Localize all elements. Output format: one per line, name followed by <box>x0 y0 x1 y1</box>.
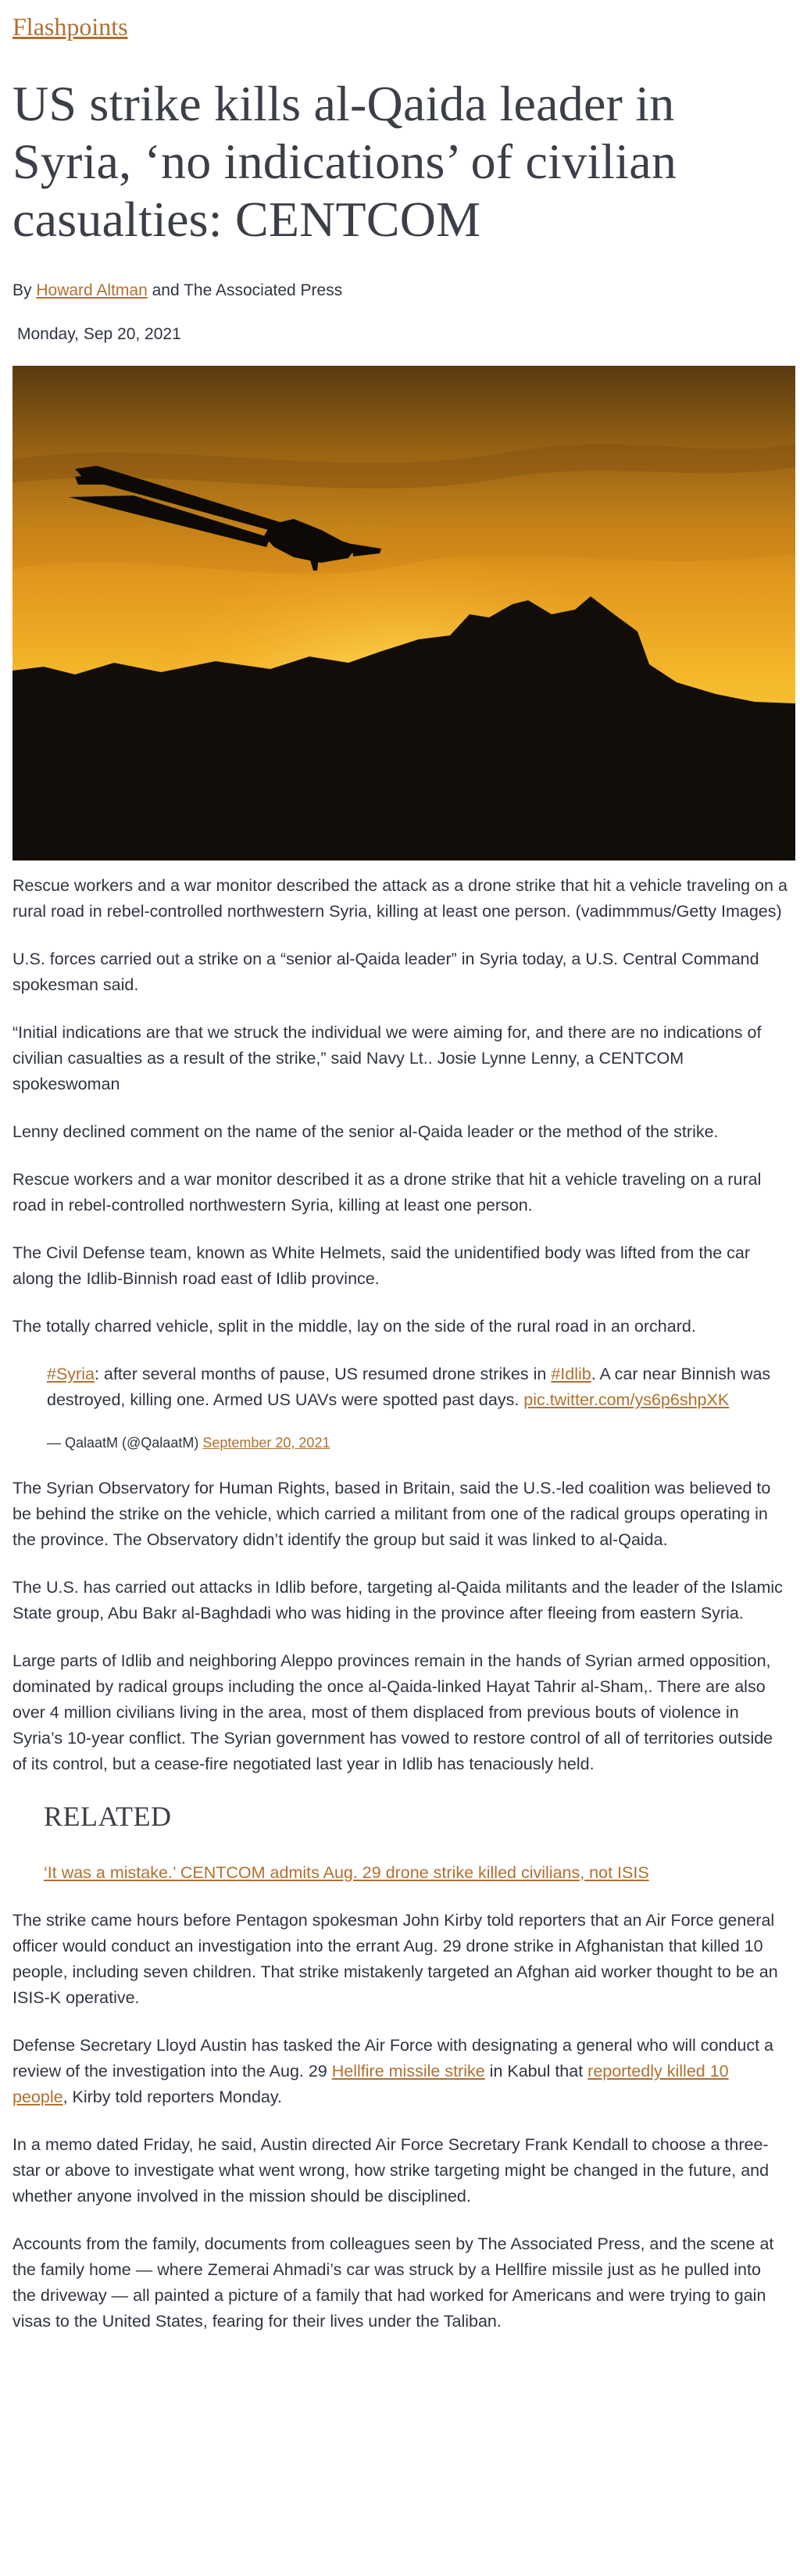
article-paragraph: Rescue workers and a war monitor described it as a drone strike that hit a vehicle traveling on a rural road in rebel-controlled northwestern Syria, killing at least one person. <box>12 1170 762 1215</box>
article-paragraph: The U.S. has carried out attacks in Idlib before, targeting al-Qaida militants and the leader of the Islamic State group, Abu Bakr al-Baghdadi who was hiding in the province after fleeing from eastern Syria. <box>12 1578 783 1623</box>
paragraph-text: , Kirby told reporters Monday. <box>62 2088 282 2106</box>
article-paragraph: The Civil Defense team, known as White Helmets, said the unidentified body was lifted from the car along the Idlib-Binnish road east of Idlib province. <box>12 1243 751 1288</box>
article-headline: US strike kills al-Qaida leader in Syria, ‘no indications’ of civilian casualties: CENTCOM <box>12 76 677 247</box>
article-paragraph: Large parts of Idlib and neighboring Aleppo provinces remain in the hands of Syrian armed opposition, dominated by radical groups including the once al-Qaida-linked Hayat Tahrir al-Sham,. There are also over 4 million civilians living in the area, most of them displaced from previous bouts of violence in Syria’s 10-year conflict. The Syrian government has vowed to restore control of all of territories outside of its control, but a cease-fire negotiated last year in Idlib has tenaciously held. <box>12 1651 773 1773</box>
embedded-tweet <box>47 1361 788 1452</box>
article-paragraph: “Initial indications are that we struck the individual we were aiming for, and there are no indications of civilian casualties as a result of the strike,” said Navy Lt.. Josie Lynne Lenny, a CENTCOM spokeswoman <box>12 1023 762 1093</box>
article-paragraph: Accounts from the family, documents from colleagues seen by The Associated Press, and the scene at the family home — where Zemerai Ahmadi’s car was struck by a Hellfire missile just as he pulled into the driveway — all painted a picture of a family that had worked for Americans and were trying to gain visas to the United States, fearing for their lives under the Taliban. <box>12 2234 774 2331</box>
related-article-link-container <box>44 1860 788 1886</box>
article-paragraph: The Syrian Observatory for Human Rights, based in Britain, said the U.S.-led coalition was believed to be behind the strike on the vehicle, which carried a militant from one of the radical groups operating in the province. The Observatory didn’t identify the group but said it was linked to al-Qaida. <box>12 1479 771 1549</box>
article-paragraph <box>12 2033 788 2110</box>
image-caption: Rescue workers and a war monitor described the attack as a drone strike that hit a vehicle traveling on a rural road in rebel-controlled northwestern Syria, killing at least one person. (vadimmmus/Getty Images) <box>12 876 788 921</box>
publish-date: Monday, Sep 20, 2021 <box>17 325 181 343</box>
tweet-date-link[interactable]: September 20, 2021 <box>202 1435 330 1451</box>
hellfire-strike-link[interactable]: Hellfire missile strike <box>331 2062 485 2080</box>
article-paragraph: The totally charred vehicle, split in the middle, lay on the side of the rural road in an orchard. <box>12 1317 696 1336</box>
tweet-author: — QalaatM (@QalaatM) <box>47 1435 199 1451</box>
tweet-hashtag-idlib[interactable]: #Idlib <box>551 1365 591 1383</box>
related-article-link[interactable]: ‘It was a mistake.’ CENTCOM admits Aug. 29 drone strike killed civilians, not ISIS <box>44 1863 649 1882</box>
byline-prefix: By <box>12 281 32 299</box>
article-paragraph: U.S. forces carried out a strike on a “senior al-Qaida leader” in Syria today, a U.S. Central Command spokesman said. <box>12 950 759 994</box>
tweet-text-part: . A car near Binnish was destroyed, killing one. Armed US UAVs were spotted past days. <box>47 1365 771 1409</box>
tweet-hashtag-syria[interactable]: #Syria <box>47 1365 95 1383</box>
drone-silhouette-image <box>12 366 795 860</box>
tweet-attribution <box>47 1433 788 1452</box>
reportedly-killed-link[interactable]: reportedly killed 10 people <box>12 2062 729 2106</box>
tweet-text-part: : after several months of pause, US resumed drone strikes in <box>94 1365 552 1383</box>
article-paragraph: The strike came hours before Pentagon spokesman John Kirby told reporters that an Air Force general officer would conduct an investigation into the errant Aug. 29 drone strike in Afghanistan that killed 10 people, including seven children. That strike mistakenly targeted an Afghan aid worker thought to be an ISIS-K operative. <box>12 1911 778 2007</box>
paragraph-text: in Kabul that <box>484 2062 588 2080</box>
section-link-flashpoints[interactable]: Flashpoints <box>12 13 128 41</box>
paragraph-text: Defense Secretary Lloyd Austin has tasked the Air Force with designating a general who will conduct a review of the investigation into the Aug. 29 <box>12 2036 774 2080</box>
article-paragraph: Lenny declined comment on the name of the senior al-Qaida leader or the method of the strike. <box>12 1122 719 1141</box>
tweet-media-link[interactable]: pic.twitter.com/ys6p6shpXK <box>523 1390 730 1409</box>
byline <box>12 280 788 302</box>
byline-suffix: and The Associated Press <box>152 281 343 299</box>
article-paragraph: In a memo dated Friday, he said, Austin directed Air Force Secretary Frank Kendall to choose a three-star or above to investigate what went wrong, how strike targeting might be changed in the future, and whether anyone involved in the mission should be disciplined. <box>12 2135 770 2206</box>
tweet-text <box>47 1361 788 1413</box>
related-heading: RELATED <box>44 1801 172 1832</box>
author-link[interactable]: Howard Altman <box>36 281 148 299</box>
